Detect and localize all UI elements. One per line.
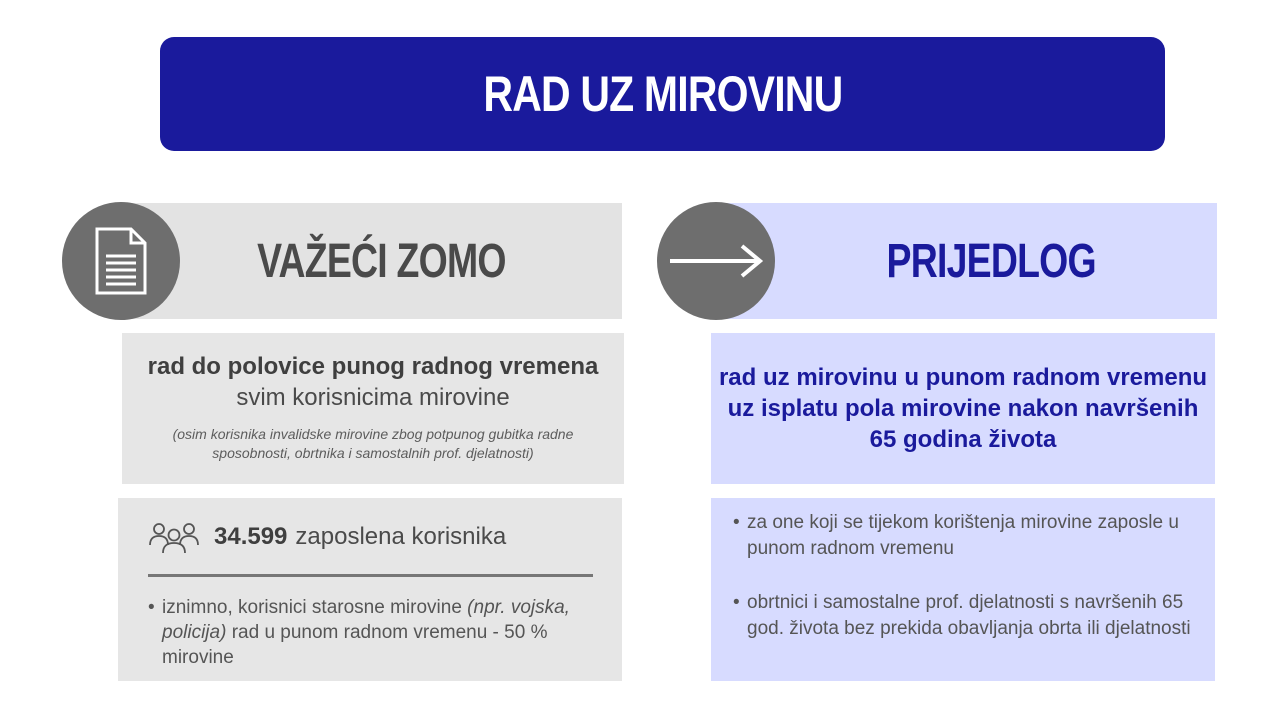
proposal-rule-text: rad uz mirovinu u punom radnom vremenu uz isplatu pola mirovine nakon navršenih 65 godina života bbox=[718, 364, 1208, 453]
current-rule-text bbox=[122, 351, 624, 413]
current-header bbox=[120, 203, 622, 319]
employed-stat bbox=[148, 518, 622, 556]
bullet-text: iznimno, korisnici starosne mirovine bbox=[162, 597, 468, 618]
arrow-right-icon bbox=[666, 241, 766, 281]
current-bullets bbox=[148, 595, 622, 670]
proposal-bullets bbox=[733, 510, 1205, 642]
current-rule-bold: rad do polovice punog radnog vremena bbox=[147, 353, 599, 380]
document-icon bbox=[93, 226, 149, 296]
page-title: RAD UZ MIROVINU bbox=[483, 66, 842, 122]
document-circle bbox=[62, 202, 180, 320]
proposal-header bbox=[718, 203, 1217, 319]
list-item: • za one koji se tijekom korištenja mirovine zaposle u punom radnom vremenu bbox=[733, 510, 1205, 562]
people-icon bbox=[148, 519, 200, 555]
current-rule-panel bbox=[122, 333, 624, 484]
arrow-circle bbox=[657, 202, 775, 320]
employed-label: zaposlena korisnika bbox=[295, 523, 507, 550]
bullet-text-end: rad u punom radnom vremenu - 50 % mirovine bbox=[162, 622, 548, 668]
current-rule-rest: svim korisnicima mirovine bbox=[236, 384, 510, 411]
employed-stat-text bbox=[214, 523, 506, 551]
title-banner bbox=[160, 37, 1165, 151]
list-item: • obrtnici i samostalne prof. djelatnosti s navršenih 65 god. života bez prekida obavljanja obrta ili djelatnosti bbox=[733, 590, 1205, 642]
divider bbox=[148, 574, 593, 577]
employed-count: 34.599 bbox=[214, 523, 288, 550]
proposal-rule-panel bbox=[711, 333, 1215, 484]
current-stats-panel bbox=[118, 498, 622, 681]
list-item bbox=[148, 595, 622, 670]
current-rule-note: (osim korisnika invalidske mirovine zbog potpunog gubitka radne sposobnosti, obrtnika i samostalnih prof. djelatnosti) bbox=[172, 426, 574, 461]
proposal-heading: PRIJEDLOG bbox=[886, 234, 1097, 288]
bullet-example: (npr. vojska, policija) bbox=[162, 597, 570, 643]
current-heading: VAŽEĆI ZOMO bbox=[256, 234, 506, 288]
proposal-list-panel bbox=[711, 498, 1215, 681]
